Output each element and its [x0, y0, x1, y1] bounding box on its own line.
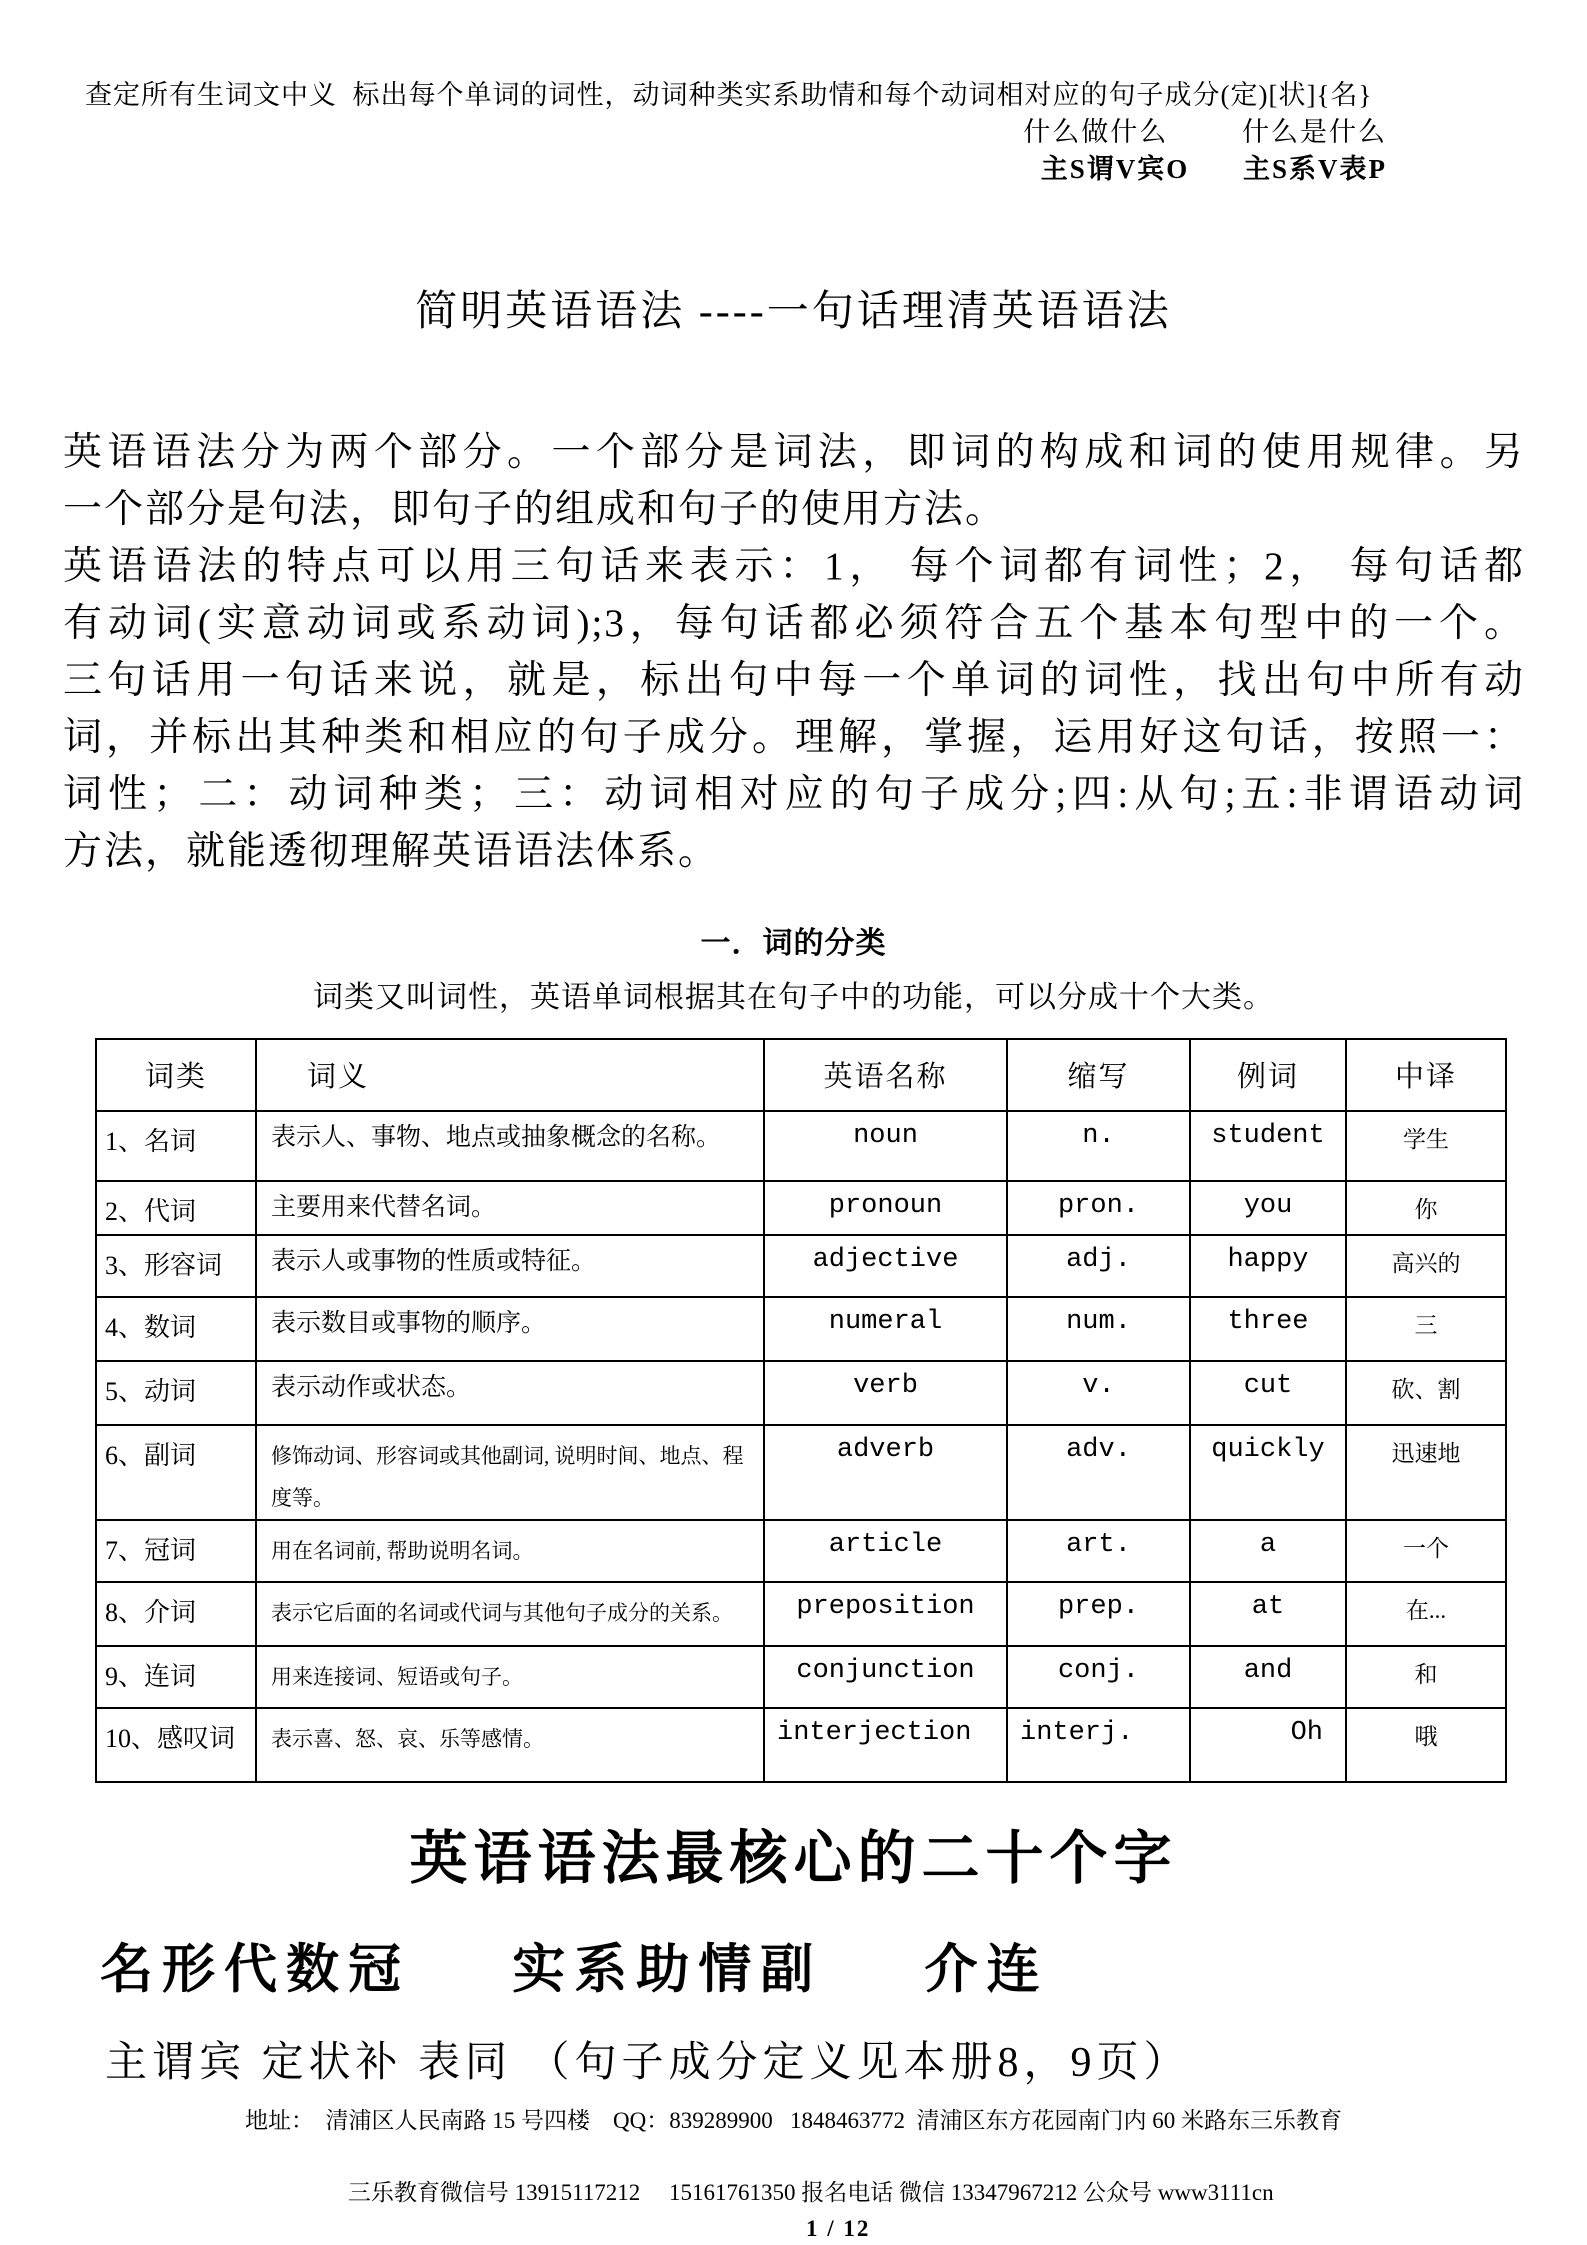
table-cell-r5-c6: 砍、割 — [1346, 1361, 1506, 1425]
column-header-0: 词类 — [96, 1039, 256, 1111]
table-row — [96, 1111, 1506, 1181]
table-cell-r10-c6: 哦 — [1346, 1708, 1506, 1782]
table-row — [96, 1582, 1506, 1646]
body-line: 三句话用一句话来说，就是，标出句中每一个单词的词性，找出句中所有动 — [63, 659, 1525, 702]
table-cell-r7-c5: a — [1190, 1520, 1346, 1582]
body-line: 一个部分是句法，即句子的组成和句子的使用方法。 — [63, 488, 1007, 531]
table-cell-r1-c3: noun — [764, 1111, 1007, 1181]
table-cell-r4-c2: 表示数目或事物的顺序。 — [256, 1297, 764, 1361]
table-cell-r6-c6: 迅速地 — [1346, 1425, 1506, 1520]
annotation-line1: 查定所有生词文中义 标出每个单词的词性，动词种类实系助情和每个动词相对应的句子成分(定)[状]{名} — [85, 80, 1373, 110]
table-row — [96, 1361, 1506, 1425]
column-header-1: 词义 — [256, 1039, 764, 1111]
parts-of-speech-table — [95, 1038, 1507, 1783]
core-title: 英语语法最核心的二十个字 — [409, 1826, 1178, 1891]
table-cell-r1-c1: 1、名词 — [96, 1111, 256, 1181]
table-cell-r8-c6: 在... — [1346, 1582, 1506, 1646]
table-cell-r5-c2: 表示动作或状态。 — [256, 1361, 764, 1425]
table-cell-r9-c5: and — [1190, 1646, 1346, 1708]
table-cell-r5-c5: cut — [1190, 1361, 1346, 1425]
section-heading: 一．词的分类 — [700, 927, 887, 960]
sentence-parts-line: 主谓宾 定状补 表同 （句子成分定义见本册8，9页） — [105, 2040, 1191, 2086]
table-cell-r7-c2: 用在名词前, 帮助说明名词。 — [256, 1520, 764, 1582]
body-line: 词性；二：动词种类；三：动词相对应的句子成分;四:从句;五:非谓语动词 — [63, 773, 1525, 816]
table-cell-r2-c1: 2、代词 — [96, 1181, 256, 1235]
page-number: 1 / 12 — [806, 2216, 871, 2241]
core-word-group-1: 名形代数冠 — [100, 1941, 410, 1999]
table-cell-r10-c2: 表示喜、怒、哀、乐等感情。 — [256, 1708, 764, 1782]
annotation-pattern-be: 什么是什么 — [1242, 117, 1387, 147]
table-cell-r10-c4: interj. — [1007, 1708, 1190, 1782]
column-header-3: 缩写 — [1007, 1039, 1190, 1111]
table-cell-r8-c4: prep. — [1007, 1582, 1190, 1646]
table-cell-r1-c6: 学生 — [1346, 1111, 1506, 1181]
body-line: 英语语法分为两个部分。一个部分是词法，即词的构成和词的使用规律。另 — [63, 431, 1525, 474]
body-line: 英语语法的特点可以用三句话来表示：1， 每个词都有词性；2， 每句话都 — [63, 545, 1525, 588]
table-cell-r1-c2: 表示人、事物、地点或抽象概念的名称。 — [256, 1111, 764, 1181]
table-row — [96, 1520, 1506, 1582]
table-cell-r9-c6: 和 — [1346, 1646, 1506, 1708]
table-cell-r3-c5: happy — [1190, 1235, 1346, 1297]
table-cell-r9-c3: conjunction — [764, 1646, 1007, 1708]
body-text — [63, 424, 1525, 880]
table-cell-r6-c5: quickly — [1190, 1425, 1346, 1520]
table-cell-r6-c2: 修饰动词、形容词或其他副词, 说明时间、地点、程度等。 — [256, 1425, 764, 1520]
table-cell-r7-c3: article — [764, 1520, 1007, 1582]
column-header-5: 中译 — [1346, 1039, 1506, 1111]
footer-address-line: 地址： 清浦区人民南路 15 号四楼 QQ：839289900 1848463772 清浦区东方花园南门内 60 米路东三乐教育 — [245, 2108, 1342, 2133]
table-cell-r6-c4: adv. — [1007, 1425, 1190, 1520]
table-cell-r4-c1: 4、数词 — [96, 1297, 256, 1361]
core-word-group-3: 介连 — [924, 1941, 1049, 1999]
table-cell-r3-c4: adj. — [1007, 1235, 1190, 1297]
table-row — [96, 1235, 1506, 1297]
table-cell-r3-c6: 高兴的 — [1346, 1235, 1506, 1297]
annotation-formula-svo: 主S谓V宾O — [1040, 154, 1190, 184]
table-cell-r7-c4: art. — [1007, 1520, 1190, 1582]
table-cell-r2-c6: 你 — [1346, 1181, 1506, 1235]
table-cell-r3-c3: adjective — [764, 1235, 1007, 1297]
table-cell-r5-c4: v. — [1007, 1361, 1190, 1425]
table-cell-r1-c4: n. — [1007, 1111, 1190, 1181]
table-cell-r9-c1: 9、连词 — [96, 1646, 256, 1708]
table-cell-r5-c3: verb — [764, 1361, 1007, 1425]
table-cell-r4-c5: three — [1190, 1297, 1346, 1361]
body-line: 有动词(实意动词或系动词);3，每句话都必须符合五个基本句型中的一个。 — [63, 602, 1525, 645]
table-cell-r4-c6: 三 — [1346, 1297, 1506, 1361]
table-cell-r8-c3: preposition — [764, 1582, 1007, 1646]
column-header-2: 英语名称 — [764, 1039, 1007, 1111]
table-cell-r10-c5: Oh — [1190, 1708, 1346, 1782]
table-cell-r10-c3: interjection — [764, 1708, 1007, 1782]
table-cell-r8-c2: 表示它后面的名词或代词与其他句子成分的关系。 — [256, 1582, 764, 1646]
column-header-4: 例词 — [1190, 1039, 1346, 1111]
footer-contact-line — [0, 2139, 1587, 2245]
table-cell-r6-c1: 6、副词 — [96, 1425, 256, 1520]
table-cell-r2-c2: 主要用来代替名词。 — [256, 1181, 764, 1235]
table-cell-r8-c1: 8、介词 — [96, 1582, 256, 1646]
table-cell-r6-c3: adverb — [764, 1425, 1007, 1520]
table-cell-r9-c4: conj. — [1007, 1646, 1190, 1708]
table-cell-r7-c1: 7、冠词 — [96, 1520, 256, 1582]
table-header-row — [96, 1039, 1506, 1111]
annotation-pattern-do: 什么做什么 — [1023, 117, 1169, 147]
table-cell-r1-c5: student — [1190, 1111, 1346, 1181]
table-row — [96, 1708, 1506, 1782]
table-cell-r7-c6: 一个 — [1346, 1520, 1506, 1582]
table-cell-r10-c1: 10、感叹词 — [96, 1708, 256, 1782]
table-cell-r4-c4: num. — [1007, 1297, 1190, 1361]
table-cell-r3-c2: 表示人或事物的性质或特征。 — [256, 1235, 764, 1297]
table-cell-r5-c1: 5、动词 — [96, 1361, 256, 1425]
page-title: 简明英语语法 ----一句话理清英语语法 — [415, 289, 1172, 335]
annotation-formula-svp: 主S系V表P — [1242, 154, 1387, 184]
annotation-block — [0, 0, 1587, 188]
table-cell-r8-c5: at — [1190, 1582, 1346, 1646]
table-row — [96, 1297, 1506, 1361]
table-cell-r9-c2: 用来连接词、短语或句子。 — [256, 1646, 764, 1708]
table-cell-r3-c1: 3、形容词 — [96, 1235, 256, 1297]
table-body — [96, 1111, 1506, 1782]
body-line: 词，并标出其种类和相应的句子成分。理解，掌握，运用好这句话，按照一： — [63, 716, 1525, 759]
footer — [0, 2103, 1587, 2245]
table-row — [96, 1181, 1506, 1235]
annotation-line2 — [0, 114, 1587, 151]
table-cell-r2-c5: you — [1190, 1181, 1346, 1235]
core-words-line — [100, 1927, 1587, 2003]
table-cell-r2-c4: pron. — [1007, 1181, 1190, 1235]
section-subtitle: 词类又叫词性，英语单词根据其在句子中的功能，可以分成十个大类。 — [313, 981, 1274, 1014]
annotation-line3 — [0, 151, 1587, 188]
core-word-group-2: 实系助情副 — [512, 1941, 823, 1999]
table-row — [96, 1646, 1506, 1708]
body-line: 方法，就能透彻理解英语语法体系。 — [63, 830, 720, 873]
table-row — [96, 1425, 1506, 1520]
footer-contact-text: 三乐教育微信号 13915117212 15161761350 报名电话 微信 13347967212 公众号 www3111cn — [347, 2180, 1274, 2205]
table-cell-r2-c3: pronoun — [764, 1181, 1007, 1235]
table-cell-r4-c3: numeral — [764, 1297, 1007, 1361]
